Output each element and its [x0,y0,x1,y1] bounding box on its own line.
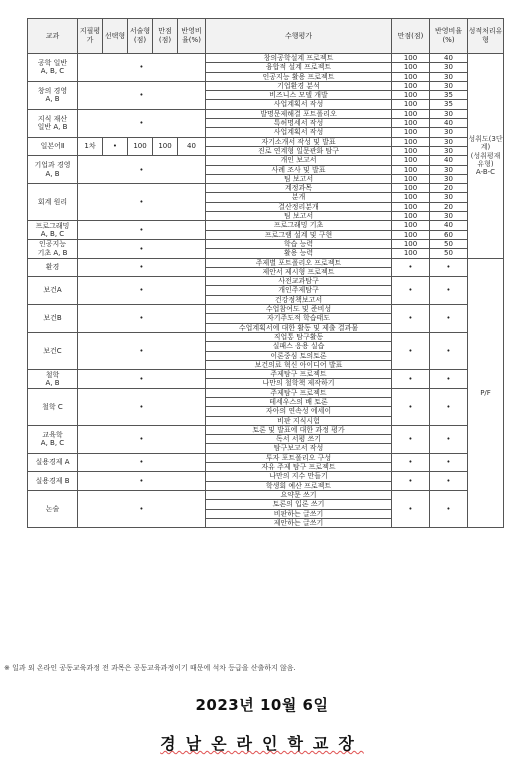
performance-task: 이론중심 토의토론 [206,351,392,360]
written-exam-cell: • [78,156,206,184]
performance-task: 테세우스의 배 토론 [206,397,392,406]
performance-task: 나만의 철학책 제작하기 [206,379,392,388]
task-weight: 30 [430,146,468,155]
task-max-score: • [392,305,430,333]
performance-task: 창의공학설계 프로젝트 [206,54,392,63]
performance-task: 학생회 예산 프로젝트 [206,481,392,490]
task-weight: • [430,305,468,333]
performance-task: 건강정책보고서 [206,295,392,304]
performance-task: 요약문 쓰기 [206,490,392,499]
footnote: ※ 일과 외 온라인 공동교육과정 전 과목은 공동교육과정이기 때문에 석차 등급을 산출하지 않음. [4,664,296,672]
grading-type-b: P/F [468,258,504,528]
task-weight: • [430,453,468,472]
subject-cell: 철학 C [28,388,78,425]
task-max-score: • [392,490,430,527]
task-weight: 35 [430,91,468,100]
task-max-score: 100 [392,249,430,258]
task-max-score: 100 [392,81,430,90]
task-weight: • [430,490,468,527]
subject-cell: 환경 [28,258,78,277]
task-max-score: • [392,472,430,491]
written-exam-cell: • [78,239,206,258]
grading-type-a: 성취도(3단계) (성취평재유형) A-B-C [468,54,504,259]
written-exam-cell: 1차 [78,137,103,156]
performance-task: 프로그래밍 기초 [206,221,392,230]
task-weight: 35 [430,100,468,109]
subject-cell: 교육학 A, B, C [28,425,78,453]
subject-cell: 공학 일반 A, B, C [28,54,78,82]
subject-cell: 인공지능 기초 A, B [28,239,78,258]
table-row [28,109,504,118]
header-cell: 반영비율(%) [178,19,206,54]
task-weight: 40 [430,54,468,63]
table-row [28,370,504,379]
performance-task: 자기소개서 작성 및 발표 [206,137,392,146]
task-max-score: • [392,388,430,425]
written-exam-cell: • [78,54,206,82]
task-weight: 50 [430,239,468,248]
performance-task: 수업계획서에 대한 활동 및 제출 결과물 [206,323,392,332]
performance-task: 인공지능 활용 프로젝트 [206,72,392,81]
task-max-score: 100 [392,119,430,128]
table-row [28,81,504,90]
subject-cell: 논술 [28,490,78,527]
performance-task: 계정과목 [206,184,392,193]
task-max-score: • [392,277,430,305]
performance-task: 보건의료 혁신 아이디어 발표 [206,360,392,369]
task-weight: 30 [430,128,468,137]
performance-task: 발명문제해결 포트폴리오 [206,109,392,118]
written-exam-cell: • [78,221,206,240]
performance-task: 자기주도적 학습태도 [206,314,392,323]
performance-task: 프로그램 설계 및 구현 [206,230,392,239]
performance-task: 진로 연계형 일문관화 탐구 [206,146,392,155]
written-exam-cell: • [78,184,206,221]
school-name [0,731,524,754]
performance-task: 실패스 응용 실습 [206,342,392,351]
header-cell: 수행평가 [206,19,392,54]
task-weight: 30 [430,109,468,118]
table-row [28,472,504,481]
subject-cell: 실용경제 B [28,472,78,491]
performance-task: 토론의 입론 쓰기 [206,500,392,509]
task-weight: • [430,425,468,453]
task-weight: • [430,370,468,389]
task-max-score: 100 [392,184,430,193]
task-weight: 30 [430,165,468,174]
subject-cell: 지식 재산 일반 A, B [28,109,78,137]
task-weight: 30 [430,63,468,72]
table-body [28,54,504,528]
task-max-score: 100 [392,72,430,81]
task-weight: • [430,277,468,305]
written-exam-cell: • [78,370,206,389]
table-row [28,305,504,314]
task-weight: • [430,388,468,425]
performance-task: 수업참여도 및 준비성 [206,305,392,314]
task-max-score: • [392,453,430,472]
task-weight: • [430,258,468,277]
written-exam-cell: 100 [128,137,153,156]
written-exam-cell: • [103,137,128,156]
task-max-score: 100 [392,100,430,109]
table-row [28,490,504,499]
table-row [28,277,504,286]
subject-cell: 보건A [28,277,78,305]
performance-task: 분개 [206,193,392,202]
table-row [28,453,504,462]
task-max-score: • [392,370,430,389]
task-weight: 30 [430,137,468,146]
task-weight: 30 [430,193,468,202]
performance-task: 토론 및 발표에 대한 과정 평가 [206,425,392,434]
written-exam-cell: 40 [178,137,206,156]
written-exam-cell: • [78,490,206,527]
performance-task: 주제별 포트폴리오 프로젝트 [206,258,392,267]
task-max-score: 100 [392,202,430,211]
task-weight: • [430,472,468,491]
task-weight: 30 [430,72,468,81]
evaluation-table [27,18,504,528]
task-max-score: 100 [392,128,430,137]
performance-task: 직업통 탐구활동 [206,332,392,341]
performance-task: 사전교과탐구 [206,277,392,286]
task-max-score: 100 [392,63,430,72]
written-exam-cell: • [78,109,206,137]
performance-task: 활용 능력 [206,249,392,258]
table-row [28,332,504,341]
task-max-score: 100 [392,146,430,155]
written-exam-cell: • [78,305,206,333]
table-row [28,54,504,63]
task-max-score: • [392,258,430,277]
subject-cell: 창의 경영 A, B [28,81,78,109]
task-max-score: 100 [392,221,430,230]
written-exam-cell: • [78,472,206,491]
task-max-score: • [392,425,430,453]
written-exam-cell: • [78,453,206,472]
task-weight: 50 [430,249,468,258]
task-weight: 20 [430,184,468,193]
performance-task: 개인주제탐구 [206,286,392,295]
school-name-text: 경남온라인학교장 [160,734,364,753]
performance-task: 투자 포트폴리오 구성 [206,453,392,462]
performance-task: 자아의 연속성 에세이 [206,407,392,416]
performance-task: 기업환경 분석 [206,81,392,90]
task-weight: 20 [430,202,468,211]
performance-task: 팀 보고서 [206,174,392,183]
written-exam-cell: • [78,388,206,425]
task-max-score: 100 [392,165,430,174]
task-max-score: 100 [392,212,430,221]
issue-date: 2023년 10월 6일 [195,696,329,714]
performance-task: 제안하는 글쓰기 [206,518,392,527]
written-exam-cell: • [78,425,206,453]
task-weight: 40 [430,119,468,128]
performance-task: 제안서 제시형 프로젝트 [206,267,392,276]
task-max-score: • [392,332,430,369]
task-weight: 40 [430,221,468,230]
subject-cell: 철학 A, B [28,370,78,389]
performance-task: 주제탐구 프로젝트 [206,370,392,379]
task-max-score: 100 [392,54,430,63]
subject-cell: 일본어Ⅱ [28,137,78,156]
performance-task: 사업계획서 작성 [206,128,392,137]
performance-task: 개인 보고서 [206,156,392,165]
written-exam-cell: • [78,332,206,369]
performance-task: 사업계획서 작성 [206,100,392,109]
task-weight: • [430,332,468,369]
task-weight: 40 [430,156,468,165]
header-cell: 반영비율(%) [430,19,468,54]
table-row [28,239,504,248]
performance-task: 자유 주제 탐구 프로젝트 [206,463,392,472]
table-row [28,137,504,146]
written-exam-cell: • [78,258,206,277]
task-max-score: 100 [392,193,430,202]
written-exam-cell: • [78,81,206,109]
evaluation-sheet [27,18,503,528]
header-cell: 서술형(점) [128,19,153,54]
header-cell: 지필평가 [78,19,103,54]
written-exam-cell: • [78,277,206,305]
performance-task: 비판 지식시험 [206,416,392,425]
performance-task: 나만의 지수 만들기 [206,472,392,481]
table-row [28,184,504,193]
task-weight: 30 [430,212,468,221]
performance-task: 학습 능력 [206,239,392,248]
subject-cell: 프로그래밍 A, B, C [28,221,78,240]
performance-task: 탐구보고서 작성 [206,444,392,453]
task-max-score: 100 [392,109,430,118]
written-exam-cell: 100 [153,137,178,156]
table-row [28,258,504,267]
task-max-score: 100 [392,174,430,183]
table-row [28,221,504,230]
task-weight: 30 [430,174,468,183]
header-cell: 교과 [28,19,78,54]
performance-task: 팀 보고서 [206,212,392,221]
header-cell: 만점(점) [153,19,178,54]
table-row [28,388,504,397]
table-row [28,425,504,434]
performance-task: 융합적 설계 프로젝트 [206,63,392,72]
table-header-row [28,19,504,54]
performance-task: 특허명세서 작성 [206,119,392,128]
subject-cell: 보건B [28,305,78,333]
performance-task: 사례 조사 및 발표 [206,165,392,174]
task-weight: 30 [430,81,468,90]
performance-task: 비즈니스 모델 개발 [206,91,392,100]
task-max-score: 100 [392,156,430,165]
task-max-score: 100 [392,137,430,146]
subject-cell: 회계 원리 [28,184,78,221]
performance-task: 독서 서평 쓰기 [206,435,392,444]
table-row [28,156,504,165]
task-weight: 60 [430,230,468,239]
task-max-score: 100 [392,239,430,248]
subject-cell: 기업과 경영 A, B [28,156,78,184]
subject-cell: 실용경제 A [28,453,78,472]
task-max-score: 100 [392,230,430,239]
performance-task: 결산정리분개 [206,202,392,211]
performance-task: 비판하는 글쓰기 [206,509,392,518]
header-cell: 만점(점) [392,19,430,54]
performance-task: 주제탐구 프로젝트 [206,388,392,397]
subject-cell: 보건C [28,332,78,369]
task-max-score: 100 [392,91,430,100]
header-cell: 성적처리유형 [468,19,504,54]
header-cell: 선택형 [103,19,128,54]
